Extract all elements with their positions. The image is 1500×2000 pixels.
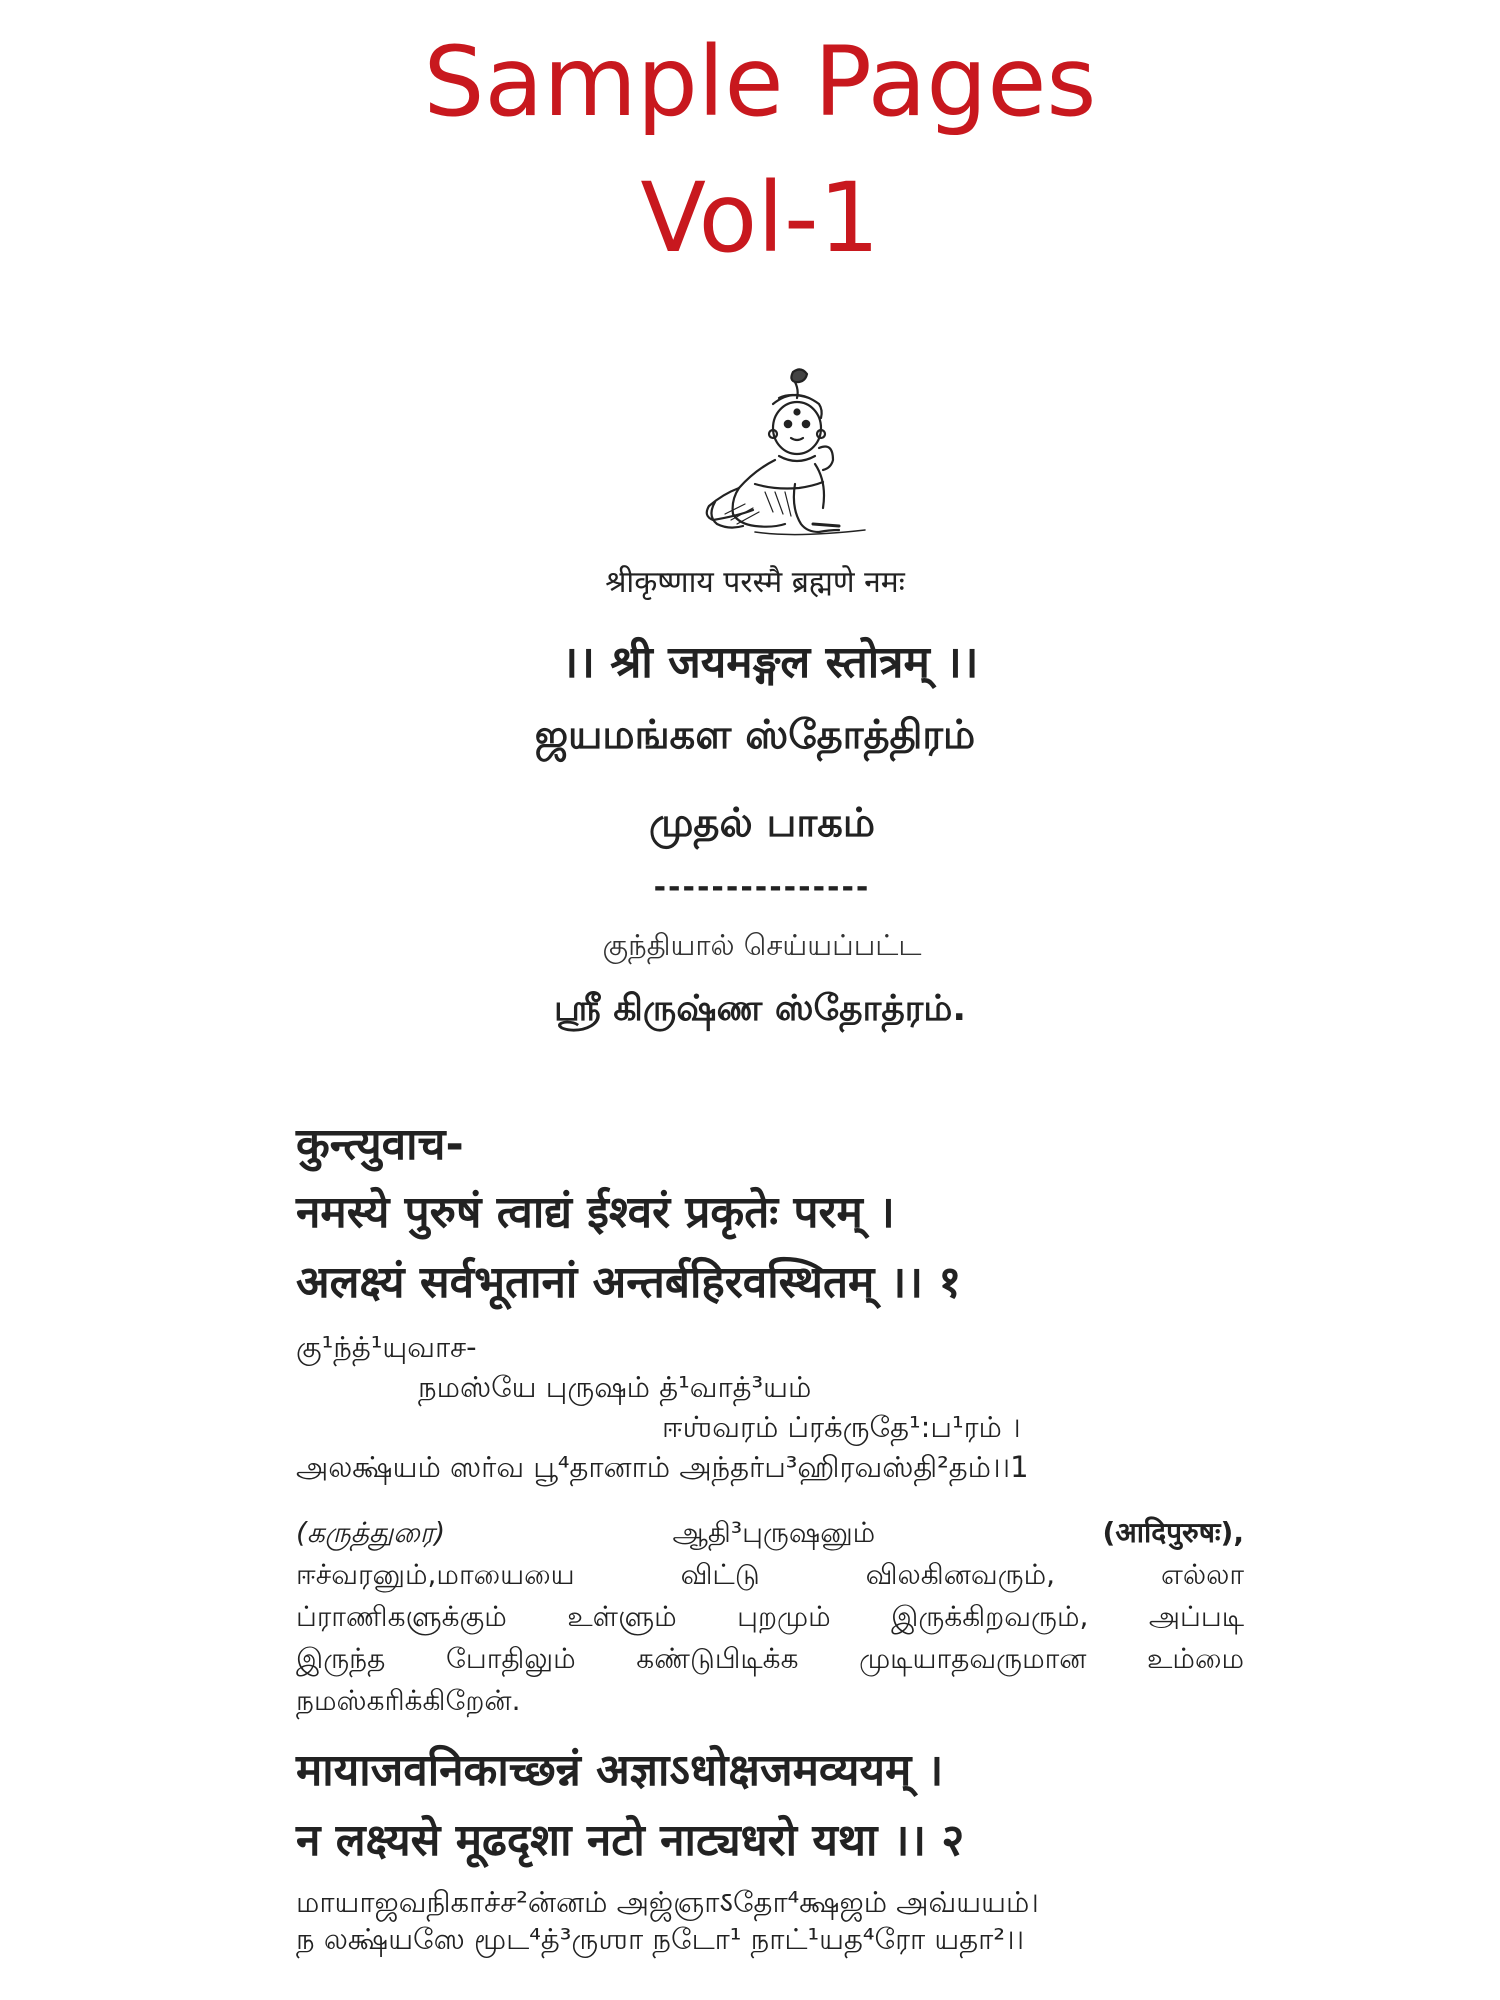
commentary-word: விலகினவரும்,	[865, 1558, 1056, 1591]
commentary-line5: நமஸ்கரிக்கிறேன்.	[296, 1684, 521, 1717]
verse2-sanskrit-line1: मायाजवनिकाच्छन्नं अज्ञाऽधोक्षजमव्ययम् ।	[296, 1745, 944, 1796]
title-sanskrit: ।। श्री जयमङ्गल स्तोत्रम् ।।	[561, 637, 979, 688]
commentary-label: (கருத்துரை)	[296, 1516, 446, 1549]
verse1-sanskrit-line1: कुन्त्युवाच-	[296, 1119, 464, 1170]
verse1-tamil-line3: அலக்ஷ்யம் ஸர்வ பூ⁴தானாம் அந்தர்ப³ஹிரவஸ்தி²தம்।।1	[296, 1450, 1029, 1484]
page-header-title-line1: Sample Pages	[423, 26, 1097, 138]
verse1-tamil-intro: கு¹ந்த்¹யுவாச-	[296, 1330, 477, 1364]
commentary-line3: ப்ராணிகளுக்கும் உள்ளும் புறமும் இருக்கிறவரும், அப்படி	[296, 1600, 1244, 1633]
divider-dashes: ---------------	[653, 870, 871, 905]
part-label: முதல் பாகம்	[648, 800, 876, 846]
commentary-word: எல்லா	[1161, 1558, 1244, 1591]
verse1-tamil-line1: நமஸ்யே புருஷம் த்¹வாத்³யம்	[418, 1370, 812, 1404]
baby-krishna-crawling-illustration	[695, 364, 880, 544]
verse2-sanskrit-line2: न लक्ष्यसे मूढदृशा नटो नाट्यधरो यथा ।। २	[296, 1815, 965, 1866]
page-header-title-line2: Vol-1	[640, 162, 880, 274]
invocation-line: श्रीकृष्णाय परस्मै ब्रह्मणे नमः	[605, 565, 905, 600]
verse2-tamil-line2: ந லக்ஷ்யஸே மூட⁴த்³ருஶா நடோ¹ நாட்¹யத⁴ரோ யதா²।।	[296, 1922, 1025, 1956]
verse1-commentary	[296, 1512, 1244, 1722]
verse2-tamil-line1: மாயாஜவநிகாச்ச²ன்னம் அஜ்ஞாऽதோ⁴க்ஷஜம் அவ்யயம்।	[296, 1885, 1039, 1919]
commentary-sanskrit-term: (आदिपुरुषः),	[1102, 1516, 1244, 1549]
verse1-sanskrit-line3: अलक्ष्यं सर्वभूतानां अन्तर्बहिरवस्थितम् ।। १	[296, 1257, 962, 1308]
title-tamil: ஜயமங்கள ஸ்தோத்திரம்	[534, 712, 976, 758]
commentary-word: ஈச்வரனும்,மாயையை	[296, 1558, 575, 1591]
subtitle-small: குந்தியால் செய்யப்பட்ட	[602, 928, 922, 962]
subtitle-bold: ஸ்ரீ கிருஷ்ண ஸ்தோத்ரம்.	[553, 988, 967, 1029]
commentary-word: விட்டு	[680, 1558, 760, 1591]
verse1-tamil-line2: ஈஶ்வரம் ப்ரக்ருதே¹:ப¹ரம் ।	[662, 1410, 1021, 1444]
commentary-line1	[296, 1512, 1244, 1554]
verse1-sanskrit-line2: नमस्ये पुरुषं त्वाद्यं ईश्वरं प्रकृतेः परम् ।	[296, 1187, 895, 1238]
commentary-line4: இருந்த போதிலும் கண்டுபிடிக்க முடியாதவருமான உம்மை	[296, 1642, 1244, 1675]
commentary-adipurusha: ஆதி³புருஷனும்	[672, 1516, 876, 1549]
commentary-line2	[296, 1554, 1244, 1596]
